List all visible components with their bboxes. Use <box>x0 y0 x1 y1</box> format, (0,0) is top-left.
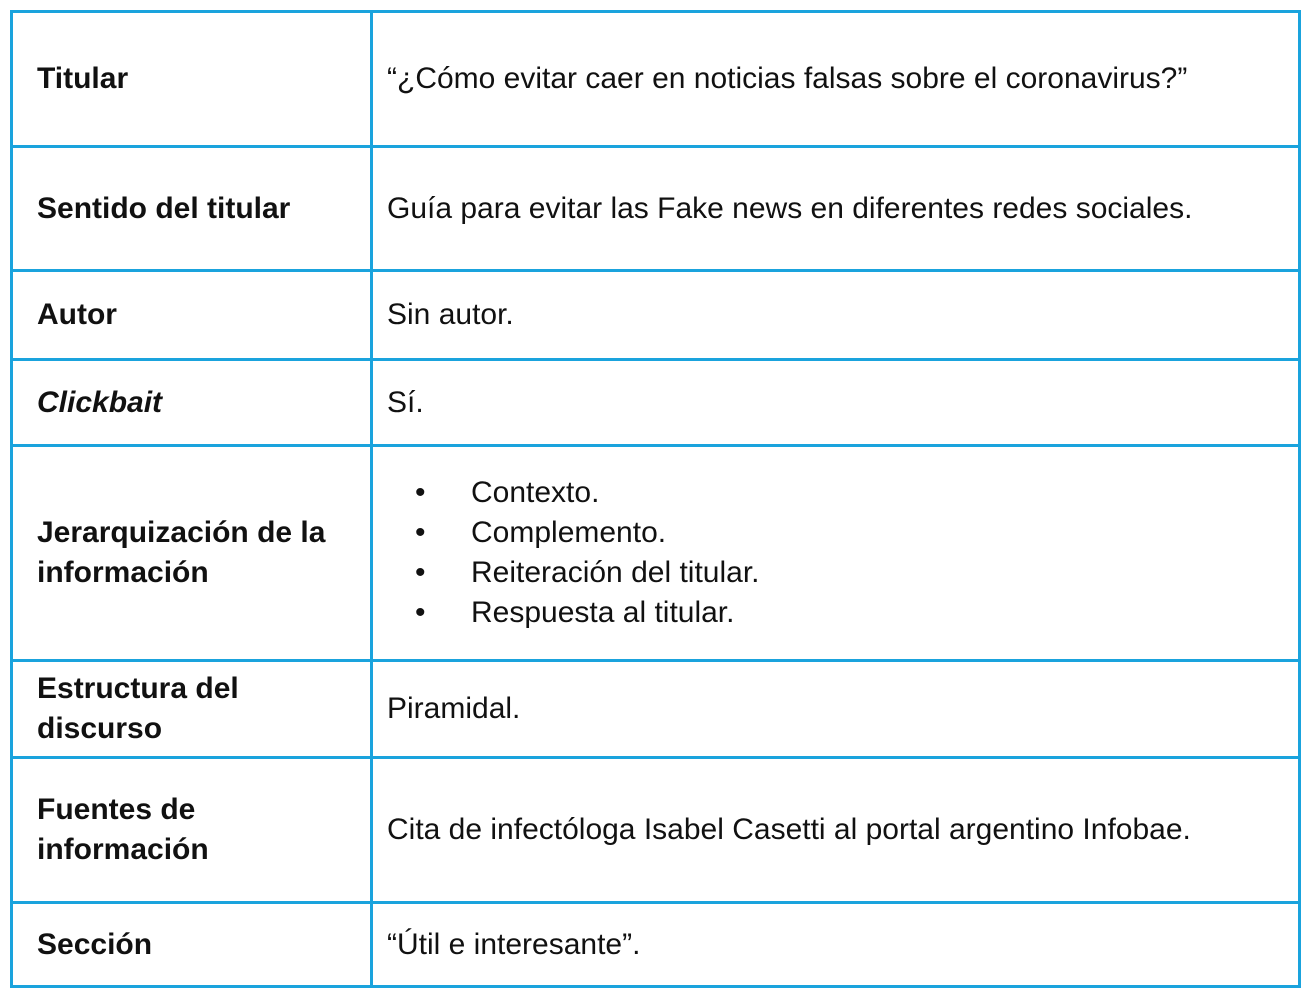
list-item-text: Complemento. <box>471 516 667 549</box>
list-item <box>415 473 1298 513</box>
row-label: Titular <box>12 12 372 147</box>
row-value: Piramidal. <box>372 661 1300 758</box>
bullet-list <box>387 473 1298 633</box>
table-row-titular <box>12 12 1300 147</box>
table-row-fuentes <box>12 758 1300 903</box>
table-row-jerarquizacion <box>12 446 1300 661</box>
analysis-table <box>10 10 1301 988</box>
row-label: Sección <box>12 903 372 987</box>
table-row-seccion <box>12 903 1300 987</box>
table-row-clickbait <box>12 360 1300 446</box>
bullet-icon: • <box>415 516 426 549</box>
row-value: Guía para evitar las Fake news en diferentes redes sociales. <box>372 147 1300 271</box>
row-label: Autor <box>12 271 372 360</box>
list-item-text: Respuesta al titular. <box>471 596 735 629</box>
bullet-icon: • <box>415 556 426 589</box>
row-label: Fuentes de información <box>12 758 372 903</box>
list-item-text: Reiteración del titular. <box>471 556 760 589</box>
list-item-text: Contexto. <box>471 476 600 509</box>
row-label: Sentido del titular <box>12 147 372 271</box>
row-value: Sin autor. <box>372 271 1300 360</box>
row-value: Cita de infectóloga Isabel Casetti al portal argentino Infobae. <box>372 758 1300 903</box>
row-value-list <box>372 446 1300 661</box>
list-item <box>415 593 1298 633</box>
row-value: Sí. <box>372 360 1300 446</box>
row-label: Clickbait <box>12 360 372 446</box>
row-value: “Útil e interesante”. <box>372 903 1300 987</box>
table-row-sentido <box>12 147 1300 271</box>
bullet-icon: • <box>415 476 426 509</box>
row-label: Estructura del discurso <box>12 661 372 758</box>
bullet-icon: • <box>415 596 426 629</box>
list-item <box>415 553 1298 593</box>
table-row-estructura <box>12 661 1300 758</box>
table-row-autor <box>12 271 1300 360</box>
list-item <box>415 513 1298 553</box>
row-value: “¿Cómo evitar caer en noticias falsas sobre el coronavirus?” <box>372 12 1300 147</box>
row-label: Jerarquización de la información <box>12 446 372 661</box>
